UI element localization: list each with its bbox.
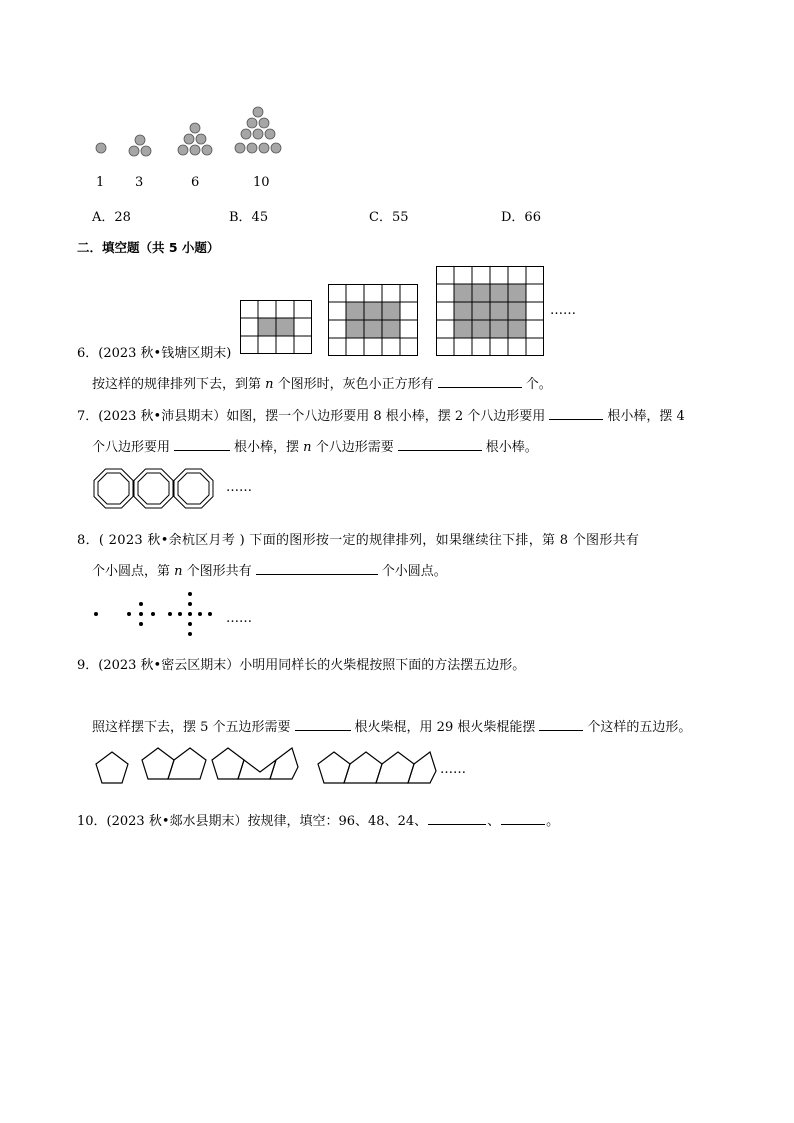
q7-ellipsis: …… <box>226 480 252 495</box>
q8-line2: 个小圆点，第 n 个图形共有 个小圆点。 <box>92 564 447 579</box>
dot <box>188 632 192 636</box>
pentagon-chain-figure <box>92 745 452 795</box>
dot <box>253 107 263 117</box>
dot <box>196 134 206 144</box>
dot <box>168 612 172 616</box>
grid-figure-3 <box>436 266 544 356</box>
dot <box>265 129 275 139</box>
dot <box>94 612 98 616</box>
q7-line2: 个八边形要用 根小棒，摆 n 个八边形需要 根小棒。 <box>92 440 538 455</box>
answer-blank[interactable] <box>438 375 522 388</box>
q8-line1: 8．( 2023 秋•余杭区月考 ) 下面的图形按一定的规律排列，如果继续往下排，第 8 个图形共有 <box>77 533 640 548</box>
dot <box>235 143 245 153</box>
grid-figure-1 <box>240 300 312 354</box>
seq-label-3: 3 <box>135 175 144 190</box>
option-b: B．45 <box>229 210 269 225</box>
dot <box>259 118 269 128</box>
dot <box>241 129 251 139</box>
option-a: A．28 <box>92 210 131 225</box>
answer-blank[interactable] <box>428 812 486 825</box>
dot <box>247 143 257 153</box>
dot <box>139 612 143 616</box>
dot <box>188 602 192 606</box>
q9-ellipsis: …… <box>440 762 466 777</box>
answer-blank[interactable] <box>501 812 545 825</box>
dot <box>178 145 188 155</box>
dot <box>188 612 192 616</box>
q6-line: 按这样的规律排列下去，到第 n 个图形时，灰色小正方形有 个。 <box>92 377 552 392</box>
q9-line1: 9．(2023 秋•密云区期末）小明用同样长的火柴棍按照下面的方法摆五边形。 <box>77 658 526 673</box>
dot <box>188 592 192 596</box>
q10-line: 10．(2023 秋•郯水县期末）按规律，填空：96、48、24、 、 。 <box>77 814 560 829</box>
section-heading: 二．填空题（共 5 小题） <box>77 240 220 255</box>
dot <box>184 134 194 144</box>
option-d: D．66 <box>501 210 541 225</box>
dot <box>208 612 212 616</box>
answer-blank[interactable] <box>295 718 351 731</box>
dot <box>188 622 192 626</box>
cross-dots-figure <box>90 590 220 640</box>
q9-line2: 照这样摆下去，摆 5 个五边形需要 根火柴棍，用 29 根火柴棍能摆 个这样的五边形。 <box>92 720 692 735</box>
dot <box>190 123 200 133</box>
grid-figure-2 <box>328 284 418 356</box>
dot <box>202 145 212 155</box>
answer-blank[interactable] <box>539 718 583 731</box>
dot <box>135 135 145 145</box>
dot <box>190 145 200 155</box>
seq-label-1: 1 <box>96 175 105 190</box>
triangular-dots-figure <box>0 0 794 170</box>
seq-label-10: 10 <box>253 175 270 190</box>
octagon-chain-figure <box>93 468 223 514</box>
dot <box>96 143 106 153</box>
answer-blank[interactable] <box>256 562 378 575</box>
dot <box>139 602 143 606</box>
answer-blank[interactable] <box>174 438 230 451</box>
q6-prefix: 6．(2023 秋•钱塘区期末) <box>77 346 232 361</box>
dot <box>253 129 263 139</box>
seq-label-6: 6 <box>191 175 200 190</box>
answer-blank[interactable] <box>549 407 603 420</box>
q8-ellipsis: …… <box>226 611 252 626</box>
dot <box>141 146 151 156</box>
q6-ellipsis: …… <box>550 303 576 318</box>
dot <box>178 612 182 616</box>
q7-line1: 7．(2023 秋•沛县期末）如图，摆一个八边形要用 8 根小棒，摆 2 个八边形要用 根小棒，摆 4 <box>77 409 685 424</box>
dot <box>139 622 143 626</box>
dot <box>129 146 139 156</box>
dot <box>151 612 155 616</box>
dot <box>271 143 281 153</box>
dot <box>127 612 131 616</box>
dot <box>259 143 269 153</box>
option-c: C．55 <box>369 210 409 225</box>
answer-blank[interactable] <box>398 438 482 451</box>
dot <box>198 612 202 616</box>
dot <box>247 118 257 128</box>
